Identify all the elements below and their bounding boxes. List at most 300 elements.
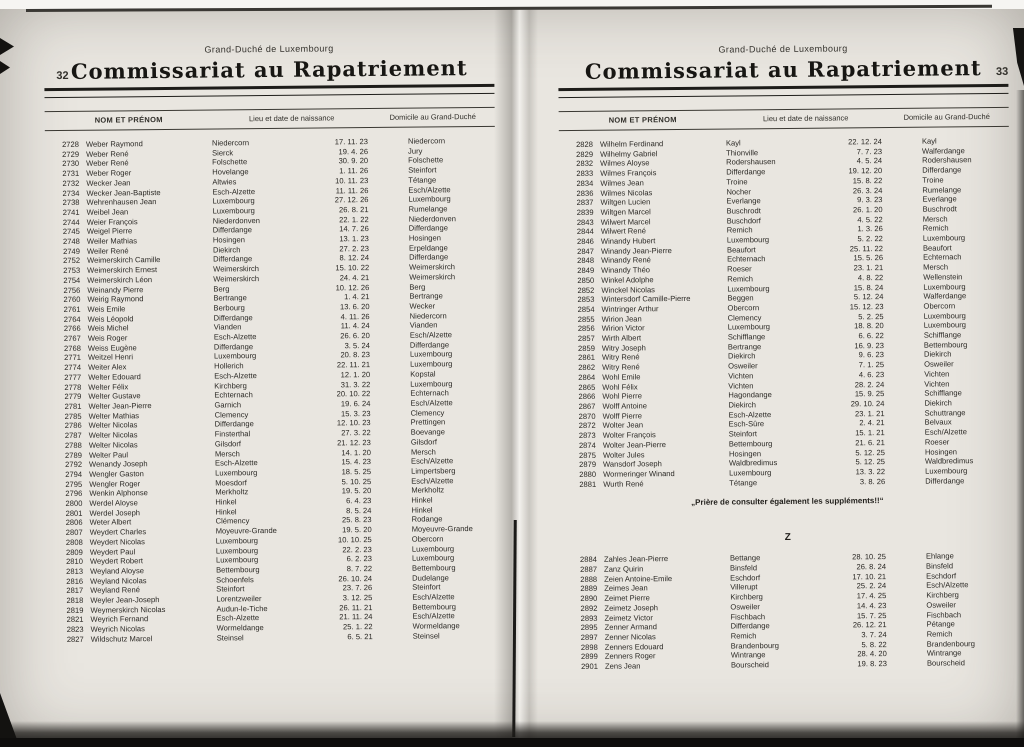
cell-num: 2807	[65, 527, 83, 538]
cell-date: 13. 1. 23	[339, 234, 369, 244]
cell-num: 2895	[580, 623, 598, 633]
cell-birth: Niedercorn	[211, 138, 250, 148]
cell-birth: Differdange	[213, 312, 253, 323]
cell-name: Witry René	[602, 362, 640, 372]
cell-dom: Differdange	[925, 475, 965, 486]
cell-num: 2767	[63, 333, 81, 344]
cell-date: 15. 8. 24	[853, 282, 884, 292]
cell-num: 2879	[579, 460, 597, 470]
scan-artifact	[0, 38, 14, 55]
cell-name: Welter Gustave	[88, 391, 141, 402]
cell-name: Wirion Victor	[601, 323, 645, 334]
cell-num: 2844	[576, 227, 594, 237]
cell-birth: Waldbredimus	[728, 458, 778, 468]
cell-birth: Steinfort	[216, 584, 245, 594]
cell-num: 2734	[62, 188, 80, 198]
cell-birth: Hosingen	[728, 448, 762, 459]
cell-name: Weyland Aloyse	[90, 566, 144, 576]
cell-dom: Mersch	[923, 262, 949, 272]
cell-dom: Vichten	[924, 378, 950, 389]
cell-date: 24. 4. 21	[339, 272, 370, 283]
cell-dom: Dudelange	[412, 572, 449, 583]
cell-birth: Kirchberg	[214, 380, 247, 391]
cell-num: 2777	[64, 372, 82, 382]
cell-num: 2870	[578, 411, 596, 421]
cell-date: 21. 12. 23	[337, 437, 371, 448]
cell-num: 2881	[579, 479, 597, 489]
cell-name: Wilmes Aloyse	[600, 158, 650, 169]
cell-dom: Fischbach	[926, 609, 962, 620]
supplement-note: „Prière de consulter également les suppléments!!“	[691, 496, 884, 508]
cell-birth: Esch-Alzette	[213, 332, 257, 342]
cell-num: 2888	[580, 574, 598, 584]
cell-birth: Obercorn	[727, 303, 760, 313]
page-number: 32	[56, 69, 69, 83]
cell-dom: Bettembourg	[923, 340, 968, 350]
cell-birth: Hinkel	[215, 507, 237, 517]
cell-date: 8. 7. 22	[346, 563, 373, 574]
cell-num: 2862	[578, 362, 596, 373]
cell-birth: Differdange	[730, 621, 770, 631]
cell-name: Wolter Jean	[602, 420, 644, 431]
cell-name: Weyland René	[90, 585, 140, 596]
cell-birth: Clemency	[214, 409, 249, 420]
cell-birth: Clémency	[215, 516, 250, 526]
cell-name: Weyrich Nicolas	[90, 624, 145, 634]
cell-dom: Pétange	[926, 619, 955, 629]
cell-dom: Esch/Alzette	[410, 456, 454, 466]
cell-date: 11. 11. 26	[335, 185, 369, 195]
cell-birth: Remich	[726, 225, 753, 235]
cell-dom: Mersch	[410, 446, 436, 457]
cell-dom: Wellenstein	[923, 272, 963, 282]
cell-date: 26. 11. 21	[339, 602, 373, 613]
cell-dom: Esch/Alzette	[409, 330, 453, 340]
cell-dom: Niederdonven	[408, 213, 457, 224]
cell-birth: Hinkel	[215, 497, 237, 507]
cell-num: 2764	[63, 314, 81, 324]
cell-birth: Altwies	[212, 177, 237, 187]
cell-num: 2887	[580, 564, 598, 574]
cell-name: Winckel Nicolas	[601, 284, 655, 295]
cell-name: Wengler Roger	[89, 478, 141, 489]
cell-birth: Mersch	[214, 448, 240, 459]
cell-birth: Moesdorf	[215, 477, 247, 488]
cell-birth: Wormeldange	[216, 623, 264, 633]
cell-name: Wansdorf Joseph	[602, 459, 662, 469]
cell-dom: Luxembourg	[925, 466, 968, 476]
cell-date: 19. 6. 24	[340, 399, 371, 409]
cell-name: Welter Paul	[88, 449, 129, 460]
cell-date: 4. 8. 22	[857, 272, 884, 283]
section-letter: Z	[784, 532, 791, 544]
cell-num: 2732	[62, 178, 80, 188]
cell-name: Weimerskirch Léon	[87, 274, 153, 285]
cell-date: 25. 8. 23	[341, 515, 372, 525]
cell-date: 6. 6. 22	[858, 331, 884, 341]
cell-name: Winandy Jean-Pierre	[600, 245, 672, 256]
cell-dom: Schifflange	[924, 388, 962, 398]
cell-date: 1. 11. 26	[339, 166, 369, 176]
cell-dom: Differdange	[409, 252, 449, 263]
cell-name: Wolter François	[602, 430, 656, 440]
cell-date: 26. 1. 20	[852, 204, 883, 215]
cell-birth: Hollerich	[214, 361, 244, 371]
cell-num: 2741	[62, 207, 80, 217]
cell-date: 5. 10. 25	[341, 476, 372, 486]
column-header-domicile: Domicile au Grand-Duché	[903, 112, 990, 122]
cell-birth: Niederdonven	[212, 215, 261, 226]
cell-birth: Folschette	[212, 157, 248, 167]
cell-date: 11. 4. 24	[340, 321, 370, 331]
cell-birth: Kayl	[725, 138, 741, 148]
cell-name: Weter Albert	[89, 517, 132, 528]
cell-dom: Osweiler	[926, 600, 956, 610]
cell-date: 6. 4. 23	[346, 496, 372, 506]
page-title: Commissariat au Rapatriement	[70, 55, 468, 84]
cell-dom: Kayl	[921, 136, 937, 146]
cell-birth: Moyeuvre-Grande	[215, 526, 277, 536]
cell-num: 2809	[65, 547, 83, 557]
cell-dom: Differdange	[922, 165, 962, 175]
cell-birth: Weimerskirch	[213, 273, 260, 284]
cell-name: Weydert Charles	[89, 527, 147, 537]
cell-dom: Brandenbourg	[926, 638, 975, 649]
cell-dom: Rumelange	[922, 184, 962, 195]
cell-dom: Erpeldange	[408, 243, 448, 253]
cell-date: 15. 9. 25	[854, 389, 885, 399]
cell-date: 5. 12. 25	[855, 457, 886, 467]
cell-dom: Waldbredimus	[924, 456, 974, 466]
cell-name: Winandy René	[601, 255, 651, 266]
cell-date: 19. 5. 20	[342, 525, 372, 535]
cell-name: Weiler Mathias	[86, 236, 138, 246]
cell-name: Wilwert Marcel	[600, 216, 651, 227]
column-headers	[559, 107, 1009, 131]
cell-dom: Beaufort	[922, 243, 952, 253]
cell-dom: Moyeuvre-Grande	[411, 524, 473, 534]
cell-name: Weber Roger	[86, 168, 132, 178]
cell-date: 3. 7. 24	[861, 629, 887, 640]
cell-birth: Bettembourg	[216, 565, 260, 575]
cell-birth: Weimerskirch	[213, 264, 260, 274]
column-header-name: NOM ET PRÉNOM	[94, 115, 163, 125]
cell-num: 2745	[62, 227, 80, 237]
cell-dom: Prettingen	[410, 417, 446, 428]
cell-dom: Niedercorn	[409, 310, 447, 321]
cell-num: 2756	[63, 285, 81, 295]
cell-date: 5. 12. 24	[853, 292, 884, 302]
cell-date: 31. 3. 22	[340, 379, 371, 389]
cell-name: Wohl Pierre	[602, 391, 642, 402]
cell-num: 2864	[578, 372, 596, 382]
cell-dom: Rodershausen	[922, 155, 972, 166]
cell-birth: Steinfort	[728, 429, 758, 439]
cell-name: Wolter Jules	[602, 449, 645, 460]
cell-birth: Remich	[727, 274, 754, 284]
cell-date: 26. 8. 21	[338, 204, 369, 215]
cell-num: 2828	[576, 139, 593, 149]
cell-date: 22. 12. 24	[848, 137, 882, 147]
cell-birth: Luxembourg	[727, 322, 770, 332]
cell-date: 8. 5. 24	[346, 505, 372, 515]
cell-num: 2778	[64, 382, 82, 392]
cell-birth: Luxembourg	[729, 468, 772, 478]
cell-num: 2865	[578, 382, 596, 392]
cell-birth: Merkholtz	[215, 487, 249, 497]
cell-date: 7. 7. 23	[856, 146, 883, 157]
cell-birth: Luxembourg	[215, 468, 258, 478]
scan-artifact	[0, 61, 10, 74]
cell-birth: Thionville	[725, 147, 759, 158]
cell-date: 3. 5. 24	[344, 340, 370, 351]
cell-num: 2808	[65, 537, 83, 547]
cell-name: Zenners Edouard	[604, 641, 664, 652]
cell-date: 18. 8. 20	[854, 321, 884, 331]
cell-date: 5. 12. 25	[855, 447, 885, 457]
cell-dom: Luxembourg	[411, 553, 455, 563]
cell-dom: Jury	[407, 146, 423, 156]
cell-num: 2748	[62, 236, 80, 247]
cell-num: 2890	[580, 593, 598, 604]
cell-name: Wurth René	[603, 478, 644, 489]
cell-num: 2836	[576, 188, 594, 198]
cell-name: Wenandy Joseph	[88, 459, 148, 469]
cell-name: Wilhelm Ferdinand	[599, 139, 664, 149]
cell-num: 2789	[64, 450, 82, 460]
cell-name: Weis Léopold	[87, 313, 134, 324]
cell-dom: Belvaux	[924, 417, 952, 428]
cell-birth: Differdange	[213, 254, 253, 264]
cell-date: 23. 1. 21	[854, 408, 885, 419]
cell-dom: Steinsel	[412, 631, 440, 641]
cell-num: 2771	[64, 353, 82, 363]
cell-num: 2801	[65, 508, 83, 518]
cell-date: 19. 5. 20	[341, 486, 372, 496]
cell-dom: Vianden	[409, 320, 438, 331]
cell-num: 2832	[576, 159, 594, 169]
cell-num: 2788	[64, 440, 82, 450]
cell-dom: Hinkel	[411, 505, 433, 515]
cell-date: 7. 1. 25	[858, 360, 885, 370]
cell-dom: Bertrange	[409, 291, 443, 301]
cell-name: Welter Edouard	[88, 372, 141, 382]
cell-date: 14. 1. 20	[341, 447, 371, 457]
cell-birth: Troine	[726, 177, 748, 187]
cell-num: 2821	[66, 615, 84, 625]
cell-dom: Bourscheid	[926, 658, 965, 668]
cell-date: 1. 4. 21	[344, 292, 370, 302]
cell-dom: Wormeldange	[412, 621, 460, 631]
cell-dom: Obercorn	[411, 534, 444, 544]
cell-birth: Berbourg	[213, 303, 245, 313]
cell-num: 2880	[579, 469, 597, 479]
cell-birth: Remich	[730, 631, 757, 641]
cell-dom: Steinfort	[412, 582, 441, 592]
cell-date: 3. 8. 26	[859, 476, 886, 486]
cell-num: 2846	[576, 236, 594, 247]
cell-name: Weyrich Fernand	[90, 614, 149, 625]
cell-date: 30. 9. 20	[338, 156, 369, 166]
cell-date: 27. 3. 22	[341, 428, 371, 438]
cell-dom: Echternach	[410, 388, 449, 398]
cell-birth: Esch-Alzette	[212, 186, 256, 197]
cell-date: 13. 3. 22	[855, 466, 886, 477]
cell-num: 2754	[63, 275, 81, 285]
name-list	[559, 136, 1012, 490]
cell-date: 16. 9. 23	[854, 340, 884, 351]
cell-dom: Rumelange	[408, 204, 448, 214]
cell-dom: Diekirch	[923, 349, 952, 360]
cell-name: Weber René	[86, 158, 129, 169]
cell-name: Zahles Jean-Pierre	[603, 554, 669, 565]
cell-num: 2853	[577, 295, 595, 305]
name-list	[45, 136, 500, 645]
cell-name: Zenner Nicolas	[604, 632, 656, 642]
cell-dom: Luxembourg	[923, 320, 966, 331]
cell-name: Wecker Jean-Baptiste	[86, 187, 161, 198]
cell-name: Wenkin Alphonse	[89, 488, 148, 499]
page-kicker: Grand-Duché de Luxembourg	[204, 43, 334, 55]
cell-birth: Tétange	[729, 477, 758, 488]
cell-num: 2786	[64, 421, 82, 431]
title-rule	[44, 84, 494, 98]
cell-dom: Gilsdorf	[410, 437, 438, 447]
cell-num: 2856	[577, 324, 595, 334]
cell-birth: Hosingen	[212, 235, 246, 245]
cell-birth: Echternach	[727, 254, 766, 264]
cell-date: 5. 2. 22	[857, 234, 883, 244]
cell-birth: Buschdorf	[726, 215, 761, 226]
cell-num: 2731	[62, 168, 80, 179]
cell-dom: Everlange	[922, 194, 957, 204]
cell-date: 5. 2. 25	[858, 311, 884, 321]
cell-num: 2823	[66, 624, 84, 635]
cell-date: 19. 12. 20	[848, 166, 883, 176]
cell-num: 2875	[578, 450, 596, 460]
cell-name: Wildschutz Marcel	[90, 634, 153, 644]
cell-num: 2827	[66, 634, 84, 644]
cell-dom: Luxembourg	[410, 378, 453, 389]
cell-birth: Gilsdorf	[214, 439, 242, 449]
cell-num: 2752	[63, 256, 81, 266]
cell-birth: Buschrodt	[726, 206, 761, 216]
cell-num: 2768	[63, 343, 81, 353]
cell-birth: Clemency	[727, 312, 762, 323]
cell-dom: Kopstal	[410, 369, 436, 379]
cell-num: 2810	[66, 557, 84, 567]
cell-birth: Schifflange	[727, 332, 766, 342]
cell-num: 2779	[64, 392, 82, 402]
cell-dom: Esch/Alzette	[924, 427, 967, 437]
cell-num: 2867	[578, 401, 596, 411]
cell-name: Weydert Paul	[89, 546, 136, 557]
cell-dom: Wecker	[409, 301, 436, 311]
cell-date: 28. 4. 20	[857, 649, 887, 659]
cell-name: Wirth Albert	[601, 333, 642, 343]
cell-num: 2873	[578, 430, 596, 441]
cell-birth: Esch-Alzette	[214, 458, 258, 468]
cell-name: Wintersdorf Camille-Pierre	[601, 294, 691, 305]
cell-date: 28. 2. 24	[854, 379, 885, 389]
cell-dom: Luxembourg	[410, 359, 453, 369]
cell-birth: Differdange	[213, 341, 254, 352]
cell-birth: Lorentzweiler	[216, 594, 262, 604]
cell-name: Wengler Gaston	[89, 469, 144, 479]
cell-date: 22. 11. 21	[336, 360, 371, 370]
cell-dom: Bettembourg	[412, 601, 456, 612]
cell-birth: Bertrange	[727, 341, 762, 352]
cell-date: 19. 8. 23	[857, 659, 887, 669]
cell-birth: Kirchberg	[730, 592, 763, 602]
cell-num: 2893	[580, 613, 598, 623]
cell-date: 21. 11. 24	[339, 612, 373, 622]
cell-date: 4. 5. 24	[856, 156, 883, 166]
cell-birth: Wintrange	[730, 650, 766, 660]
cell-date: 22. 1. 22	[339, 214, 369, 224]
cell-birth: Steinsel	[216, 633, 244, 643]
cell-dom: Luxembourg	[922, 233, 966, 243]
cell-num: 2728	[62, 139, 79, 149]
cell-birth: Schoenfels	[216, 574, 254, 585]
cell-dom: Roeser	[924, 437, 950, 447]
cell-dom: Esch/Alzette	[411, 475, 454, 486]
cell-birth: Berg	[213, 283, 230, 294]
cell-date: 9. 6. 23	[858, 350, 885, 360]
cell-birth: Eschdorf	[730, 572, 761, 583]
cell-dom: Remich	[922, 223, 949, 233]
name-list-z	[563, 551, 1014, 672]
cell-date: 13. 6. 20	[339, 302, 370, 312]
cell-birth: Osweiler	[728, 361, 758, 371]
cell-date: 19. 4. 26	[338, 146, 369, 157]
cell-birth: Diekirch	[728, 400, 756, 410]
cell-dom: Walferdange	[921, 145, 965, 156]
cell-name: Weydert Robert	[89, 556, 144, 566]
cell-num: 2859	[577, 343, 595, 353]
cell-birth: Differdange	[726, 167, 766, 177]
cell-birth: Audun-le-Tiche	[216, 603, 268, 614]
cell-dom: Troine	[922, 175, 944, 185]
cell-birth: Osweiler	[730, 602, 760, 612]
cell-name: Wilmes Jean	[600, 178, 644, 188]
cell-birth: Sierck	[211, 148, 234, 158]
cell-dom: Echternach	[923, 252, 962, 263]
cell-num: 2816	[66, 576, 84, 586]
cell-num: 2792	[65, 460, 83, 470]
cell-num: 2861	[578, 353, 596, 363]
cell-birth: Esch-Alzette	[214, 371, 257, 381]
cell-num: 2855	[577, 314, 595, 324]
cell-name: Wehrenhausen Jean	[86, 197, 157, 207]
cell-name: Wohl Emile	[602, 372, 641, 382]
cell-name: Weber René	[86, 149, 129, 159]
cell-date: 15. 1. 21	[855, 428, 885, 438]
cell-birth: Luxembourg	[212, 206, 255, 216]
cell-birth: Differdange	[212, 225, 252, 235]
cell-date: 22. 2. 23	[342, 544, 372, 554]
cell-num: 2761	[63, 304, 81, 314]
cell-num: 2897	[580, 632, 598, 642]
scan-edge-bottom-bar	[0, 738, 1024, 747]
cell-birth: Bertrange	[213, 293, 247, 303]
cell-name: Wintringer Arthur	[601, 304, 659, 314]
cell-birth: Luxembourg	[215, 545, 259, 556]
cell-name: Weiss Eugène	[87, 343, 137, 353]
cell-num: 2819	[66, 605, 84, 615]
cell-date: 10. 12. 26	[335, 282, 370, 292]
cell-name: Zenners Roger	[604, 651, 656, 662]
